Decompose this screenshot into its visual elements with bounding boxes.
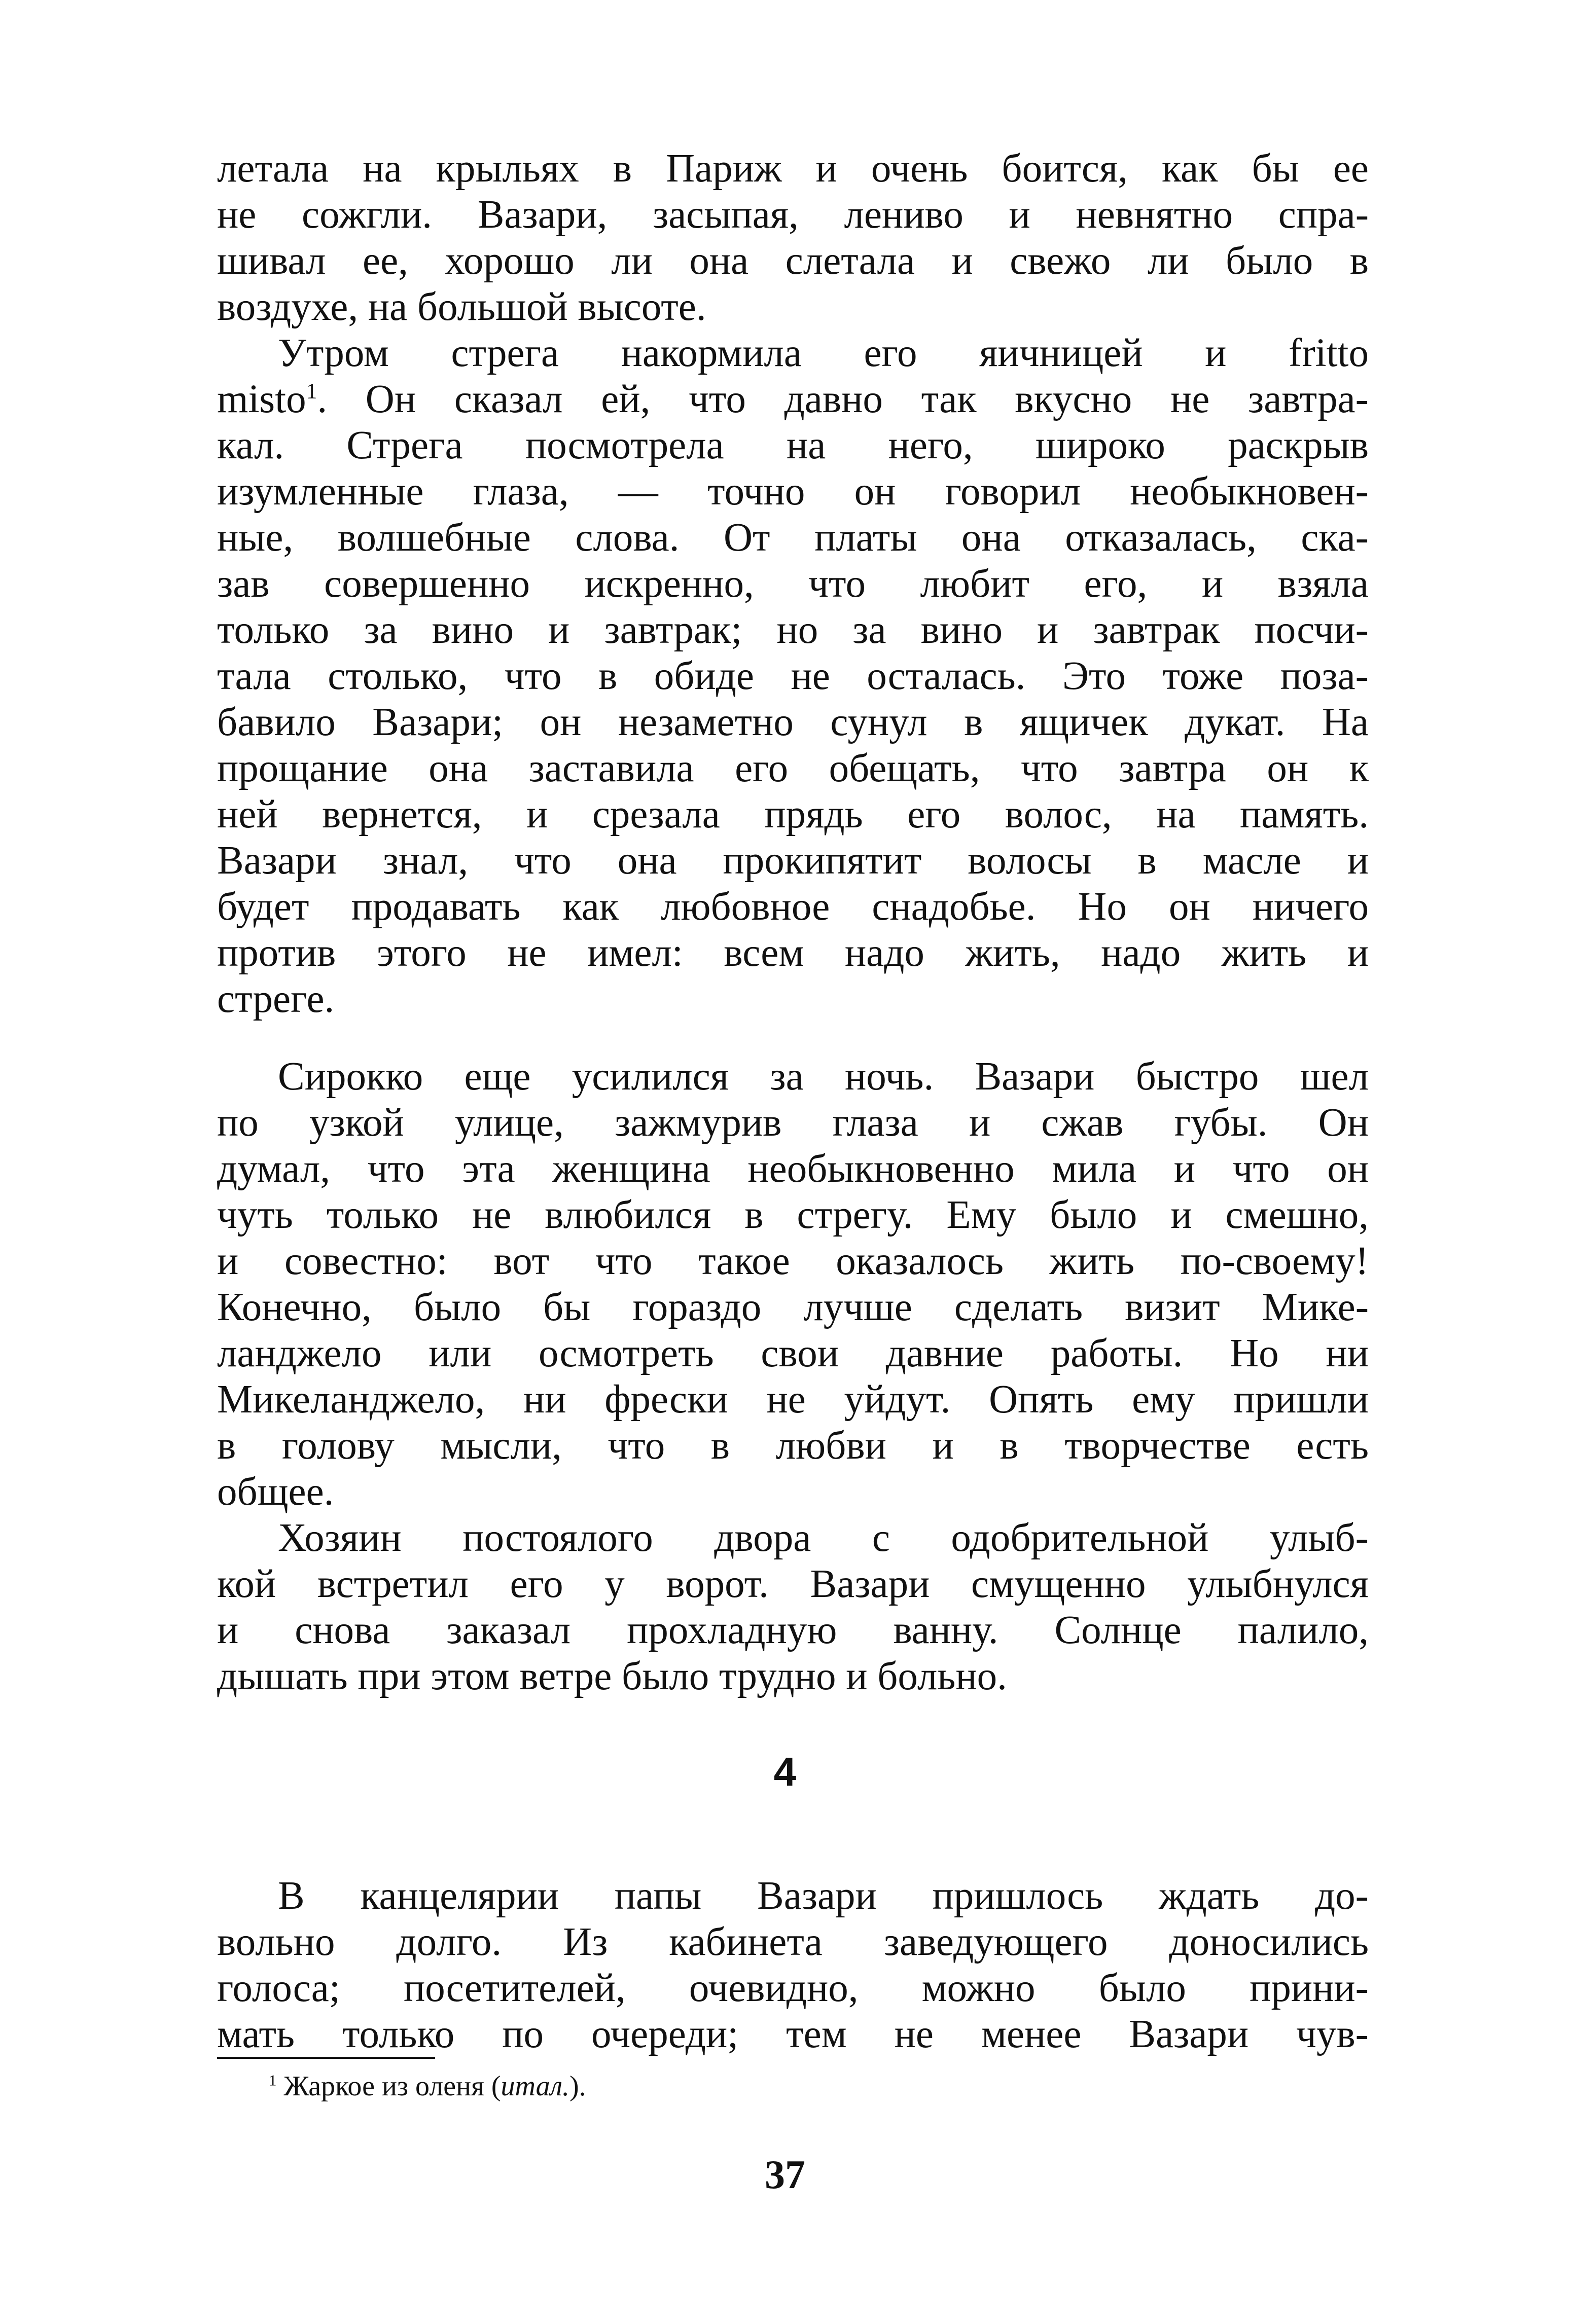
footnote xyxy=(269,2068,586,2104)
text-line: зав совершенно искренно, что любит его, и взяла xyxy=(217,562,1369,606)
text-line: ней вернется, и срезала прядь его волос, на память. xyxy=(217,792,1369,837)
text-line: Вазари знал, что она прокипятит волосы в масле и xyxy=(217,839,1369,883)
paragraph-block-1 xyxy=(217,146,1369,1022)
footnote-italic-text: итал. xyxy=(501,2071,570,2102)
text-line: голоса; посетителей, очевидно, можно было прини- xyxy=(217,1966,1369,2010)
text-line: по узкой улице, зажмурив глаза и сжав губы. Он xyxy=(217,1101,1369,1145)
text-line: воздухе, на большой высоте. xyxy=(217,285,706,329)
text-line: не сожгли. Вазари, засыпая, лениво и невнятно спра- xyxy=(217,193,1369,237)
text-line: мать только по очереди; тем не менее Вазари чув- xyxy=(217,2012,1369,2056)
chapter-number: 4 xyxy=(773,1749,797,1794)
paragraph-block-2 xyxy=(217,1054,1369,1699)
footnote-text-end: ). xyxy=(569,2071,586,2102)
text-line: ланджело или осмотреть свои давние работы. Но ни xyxy=(217,1331,1369,1375)
text-line: общее. xyxy=(217,1470,334,1514)
footnote-marker: 1 xyxy=(269,2072,277,2089)
text-line: ные, волшебные слова. От платы она отказалась, ска- xyxy=(217,516,1369,560)
page-number: 37 xyxy=(765,2153,805,2197)
text-line: будет продавать как любовное снадобье. Но он ничего xyxy=(217,885,1369,929)
text-line: стреге. xyxy=(217,977,335,1021)
text-line: бавило Вазари; он незаметно сунул в ящичек дукат. На xyxy=(217,700,1369,744)
text-line: вольно долго. Из кабинета заведующего доносились xyxy=(217,1920,1369,1964)
text-line: Хозяин постоялого двора с одобрительной улыб- xyxy=(278,1516,1369,1560)
footnote-text: Жаркое из оленя ( xyxy=(283,2071,501,2102)
text-fragment: misto xyxy=(217,377,306,421)
text-line: летала на крыльях в Париж и очень боится, как бы ее xyxy=(217,147,1369,191)
text-line: кой встретил его у ворот. Вазари смущенно улыбнулся xyxy=(217,1562,1369,1606)
text-line: В канцелярии папы Вазари пришлось ждать до- xyxy=(278,1874,1369,1918)
text-line: думал, что эта женщина необыкновенно мила и что он xyxy=(217,1147,1369,1191)
text-line: Утром стрега накормила его яичницей и fritto xyxy=(278,331,1369,375)
text-line: против этого не имел: всем надо жить, надо жить и xyxy=(217,931,1369,975)
text-line: шивал ее, хорошо ли она слетала и свежо ли было в xyxy=(217,239,1369,283)
text-line: и снова заказал прохладную ванну. Солнце палило, xyxy=(217,1608,1369,1652)
text-line: кал. Стрега посмотрела на него, широко раскрыв xyxy=(217,423,1369,467)
text-line: Сирокко еще усилился за ночь. Вазари быстро шел xyxy=(278,1055,1369,1099)
text-fragment: . Он сказал ей, что давно так вкусно не завтра- xyxy=(317,377,1369,421)
text-line: дышать при этом ветре было трудно и больно. xyxy=(217,1654,1007,1698)
paragraph-block-3 xyxy=(217,1873,1369,2057)
text-line: в голову мысли, что в любви и в творчестве есть xyxy=(217,1424,1369,1468)
text-line: Конечно, было бы гораздо лучше сделать визит Мике- xyxy=(217,1285,1369,1329)
text-line: Микеланджело, ни фрески не уйдут. Опять ему пришли xyxy=(217,1377,1369,1422)
text-line-with-footnote-ref xyxy=(217,376,1369,422)
footnote-divider xyxy=(217,2057,435,2059)
text-line: и совестно: вот что такое оказалось жить по-своему! xyxy=(217,1239,1369,1283)
text-line: чуть только не влюбился в стрегу. Ему было и смешно, xyxy=(217,1193,1369,1237)
footnote-reference: 1 xyxy=(306,379,317,404)
text-line: только за вино и завтрак; но за вино и завтрак посчи- xyxy=(217,608,1369,652)
text-line: изумленные глаза, — точно он говорил необыкновен- xyxy=(217,469,1369,514)
text-line: прощание она заставила его обещать, что завтра он к xyxy=(217,746,1369,790)
text-line: тала столько, что в обиде не осталась. Это тоже поза- xyxy=(217,654,1369,698)
